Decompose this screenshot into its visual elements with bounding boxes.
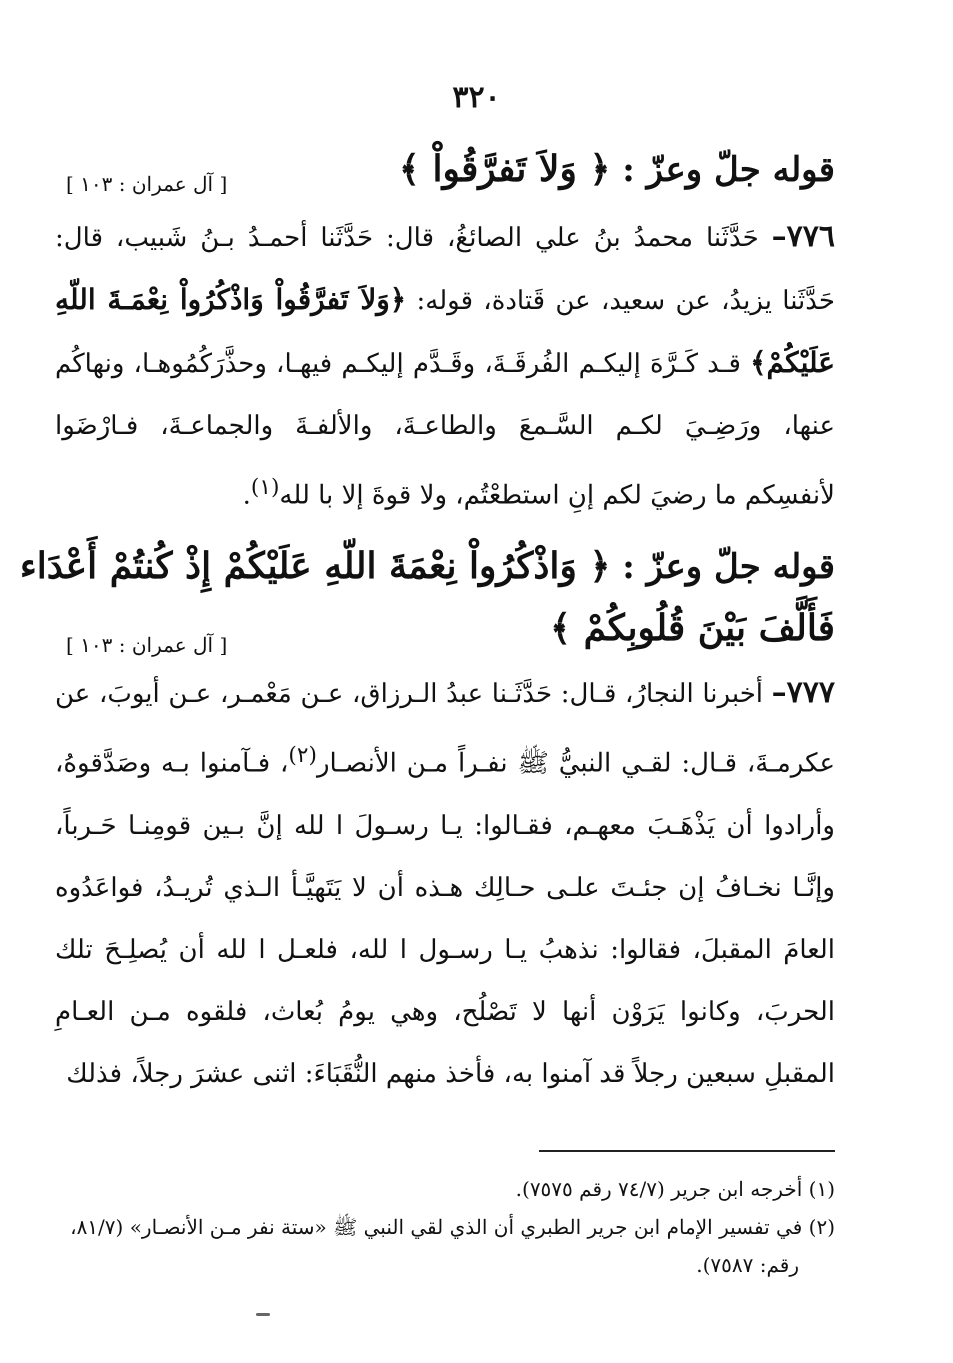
section-2-reference: [ آل عمران : ١٠٣ ] bbox=[66, 633, 228, 657]
section-2-heading-line-1 bbox=[20, 545, 835, 587]
section-2-heading-row bbox=[19, 545, 835, 665]
section-1-heading-prefix: قوله جلّ وعزّ : bbox=[622, 150, 835, 190]
hadith-776-text-end: . bbox=[242, 480, 251, 511]
scan-mark bbox=[256, 1313, 270, 1316]
hadith-776-paragraph bbox=[55, 206, 835, 527]
hadith-776-text-1: حَدَّثَنا محمدُ بنُ علي الصائغُ، قال: حَدَّثَنا أحمـدُ بـنُ شَبيب، قال: حَدَّثَنا يزيدُ، عن سعيد، عن قَتادة، قوله: bbox=[55, 223, 835, 316]
section-1-heading bbox=[399, 148, 835, 190]
footnote-1: (١) أخرجه ابن جرير (٧٤/٧ رقم ٧٥٧٥). bbox=[515, 1177, 835, 1201]
section-2-heading-line-2 bbox=[550, 607, 835, 649]
hadith-776-quran-quote: ﴿وَلاَ تَفرَّقُواْ وَاذْكُرُواْ نِعْمَـةَ اللّهِ عَلَيْكُمْ﴾ bbox=[55, 283, 835, 379]
footnote-ref-1: (١) bbox=[250, 475, 280, 500]
footnote-2: (٢) في تفسير الإمام ابن جرير الطبري أن الذي لقي النبي ﷺ «ستة نفر مـن الأنصـار» (٨١/٧، bbox=[70, 1215, 835, 1239]
section-2-heading-verse-line-2: فَأَلَّفَ بَيْنَ قُلُوبِكُمْ ﴾ bbox=[550, 607, 835, 649]
section-1-heading-row bbox=[50, 148, 835, 198]
footnotes bbox=[55, 1170, 835, 1284]
section-2-heading-prefix: قوله جلّ وعزّ : bbox=[622, 547, 835, 587]
hadith-776-number: ٧٧٦– bbox=[771, 219, 835, 254]
footnote-ref-2: (٢) bbox=[288, 743, 317, 768]
hadith-777-text-1: أخبرنا النجارُ، قـال: حَدَّثَـنا عبدُ الـرزاق، عـن مَعْمـر، عـن أيوبَ، عن عكرمـةَ، قـال: لقـي النبيُّ ﷺ نفـراً مـن الأنصـار bbox=[55, 679, 835, 779]
section-1-heading-verse: ﴿ وَلاَ تَفرَّقُواْ ﴾ bbox=[398, 148, 611, 190]
section-2-heading-verse-line-1: ﴿ وَاذْكُرُواْ نِعْمَةَ اللّهِ عَلَيْكُمْ إِذْ كُنتُمْ أَعْدَاء bbox=[19, 545, 611, 587]
section-1-reference: [ آل عمران : ١٠٣ ] bbox=[66, 172, 228, 196]
hadith-777-text-2: ، فـآمنوا بـه وصَدَّقوهُ، وأرادوا أن يَذْهَـبَ معهـم، فقـالوا: يـا رسـولَ ا لله إنَّ بـين قومِنـا حَـرباً، وإنَّـا نخـافُ إن جئـتَ علـى حـالِك هـذه أن لا يَتَهيَّـأ الـذي تُريـدُ، فواعَدُوه العامَ المقبلَ، فقالوا: نذهبُ يـا رسـول ا لله، فلعـل ا لله أن يُصلِـحَ تلك الحربَ، وكانوا يَرَوْن أنها لا تَصْلُح، وهي يومُ بُعاث، فلقوه مـن العـامِ المقبلِ سبعين رجلاً قد آمنوا به، فأخذ منهم النُّقَبَاءَ: اثنى عشرَ رجلاً، فذلك bbox=[55, 748, 835, 1089]
hadith-776-text-2: قـد كَـرَّهَ إليكـم الفُرقَـةَ، وقَـدَّم إليكـم فيهـا، وحذَّرَكُمُوهـا، ونهاكُم عنها، ورَضِـيَ لكـم السَّـمعَ والطاعـةَ، والألفـةَ والجماعـةَ، فـارْضَوا لأنفسِكم ما رضيَ لكم إنِ استطعْتُم، ولا قوةَ إلا با لله bbox=[55, 349, 835, 511]
hadith-777-paragraph bbox=[55, 662, 835, 1105]
footnote-divider bbox=[539, 1150, 835, 1152]
hadith-777-number: ٧٧٧– bbox=[771, 675, 835, 710]
page-number: ٣٢٠ bbox=[452, 80, 501, 115]
footnote-2-continued: رقم: ٧٥٨٧). bbox=[696, 1253, 799, 1277]
